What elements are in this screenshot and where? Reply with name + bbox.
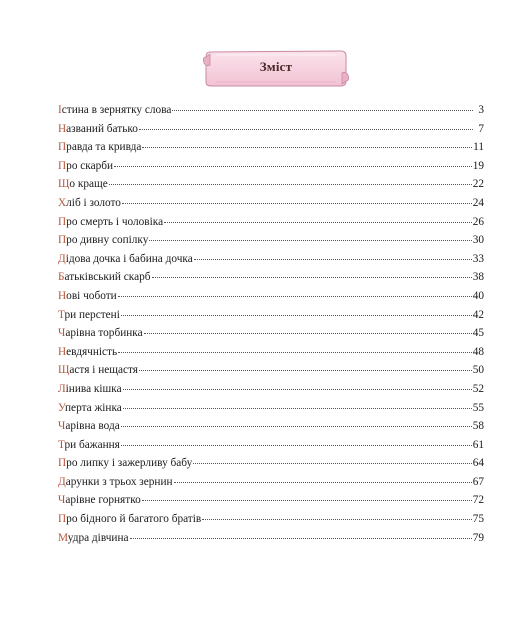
toc-entry-title [58, 343, 117, 362]
toc-page-number: 58 [472, 420, 484, 433]
toc-entry-title [58, 529, 129, 548]
toc-entry-title [58, 250, 193, 269]
toc-entry-initial: Л [58, 382, 66, 395]
toc-page-number: 64 [472, 457, 484, 470]
toc-entry[interactable] [58, 287, 484, 306]
toc-entry-title [58, 324, 143, 343]
toc-entry-title [58, 175, 108, 194]
toc-page-number: 61 [472, 438, 484, 451]
toc-page-number: 67 [472, 475, 484, 488]
toc-page-number: 45 [472, 327, 484, 340]
toc-entry[interactable] [58, 268, 484, 287]
toc-entry-initial: Т [58, 308, 65, 321]
toc-entry-text: інива кішка [65, 382, 122, 395]
toc-entry[interactable] [58, 436, 484, 455]
toc-page-number: 55 [472, 401, 484, 414]
dot-leader [194, 259, 472, 260]
dot-leader [121, 426, 472, 427]
toc-entry-title [58, 510, 201, 529]
toc-entry-initial: П [58, 513, 67, 526]
toc-entry-title [58, 473, 173, 492]
toc-entry-initial: Б [58, 271, 65, 284]
toc-entry[interactable] [58, 491, 484, 510]
dot-leader [118, 296, 472, 297]
toc-entry-text: ідова дочка і бабина дочка [65, 252, 193, 265]
table-of-contents [58, 101, 484, 547]
dot-leader [164, 222, 472, 223]
toc-entry-text: евдячність [66, 345, 118, 358]
dot-leader [144, 333, 472, 334]
toc-entry-initial: Д [58, 475, 66, 488]
toc-entry-title [58, 287, 117, 306]
dot-leader [118, 352, 472, 353]
toc-entry[interactable] [58, 138, 484, 157]
toc-entry-initial: Х [58, 196, 67, 209]
toc-entry[interactable] [58, 510, 484, 529]
toc-entry-title [58, 380, 122, 399]
toc-entry[interactable] [58, 213, 484, 232]
toc-entry-text: астя і нещастя [69, 364, 138, 377]
toc-page-number: 52 [472, 382, 484, 395]
toc-page-number: 26 [472, 215, 484, 228]
toc-entry[interactable] [58, 157, 484, 176]
toc-entry-initial: П [58, 234, 67, 247]
toc-entry-title [58, 399, 122, 418]
toc-page-number: 79 [472, 531, 484, 544]
toc-page-number: 50 [472, 364, 484, 377]
toc-entry-initial: П [58, 457, 67, 470]
toc-entry-text: удра дівчина [67, 531, 129, 544]
dot-leader [202, 519, 471, 520]
toc-entry[interactable] [58, 101, 484, 120]
toc-entry-initial: М [58, 531, 68, 544]
toc-entry-initial: У [58, 401, 66, 414]
dot-leader [121, 315, 472, 316]
dot-leader [130, 538, 472, 539]
dot-leader [174, 482, 472, 483]
toc-entry-text: ро дивну сопілку [66, 234, 149, 247]
toc-page-number: 3 [478, 104, 484, 116]
dot-leader [172, 110, 473, 111]
toc-entry-initial: Н [58, 122, 67, 135]
toc-entry-title [58, 436, 120, 455]
toc-entry-text: перта жінка [65, 401, 122, 414]
toc-entry-title [58, 194, 121, 213]
toc-entry-text: ри бажання [64, 438, 120, 451]
toc-entry-title [58, 120, 138, 139]
toc-entry-initial: Т [58, 438, 65, 451]
toc-entry-text: арівне горнятко [65, 494, 141, 507]
toc-entry[interactable] [58, 324, 484, 343]
toc-entry-initial: Н [58, 289, 67, 302]
toc-page-number: 30 [472, 234, 484, 247]
dot-leader [114, 166, 472, 167]
toc-entry-text: равда та кривда [66, 141, 142, 154]
toc-page-number: 19 [472, 159, 484, 172]
toc-entry-title [58, 101, 171, 120]
toc-page-number: 40 [472, 289, 484, 302]
toc-entry[interactable] [58, 473, 484, 492]
toc-entry[interactable] [58, 250, 484, 269]
toc-page-number: 22 [472, 178, 484, 191]
toc-entry-title [58, 306, 120, 325]
toc-entry-initial: Н [58, 345, 67, 358]
dot-leader [139, 370, 472, 371]
toc-page-number: 42 [472, 308, 484, 321]
toc-entry[interactable] [58, 194, 484, 213]
dot-leader [109, 184, 472, 185]
toc-entry[interactable] [58, 417, 484, 436]
toc-entry[interactable] [58, 343, 484, 362]
toc-entry-initial: Ч [58, 420, 66, 433]
toc-entry-text: арівна торбинка [65, 327, 143, 340]
toc-entry[interactable] [58, 306, 484, 325]
toc-entry[interactable] [58, 175, 484, 194]
toc-entry[interactable] [58, 380, 484, 399]
dot-leader [139, 129, 473, 130]
dot-leader [123, 389, 472, 390]
toc-entry-text: азваний батько [66, 122, 138, 135]
dot-leader [152, 277, 472, 278]
toc-entry[interactable] [58, 120, 484, 139]
toc-entry-initial: І [58, 104, 62, 116]
toc-entry-text: ліб і золото [66, 196, 121, 209]
toc-entry-title [58, 268, 151, 287]
toc-entry-text: ро смерть і чоловіка [66, 215, 164, 228]
dot-leader [142, 500, 472, 501]
toc-entry[interactable] [58, 399, 484, 418]
toc-entry-title [58, 138, 141, 157]
toc-page-number: 11 [473, 141, 484, 154]
toc-entry[interactable] [58, 454, 484, 473]
dot-leader [193, 463, 471, 464]
toc-entry-title [58, 157, 113, 176]
toc-entry-text: ри перстені [64, 308, 120, 321]
toc-entry-text: арунки з трьох зернин [65, 475, 173, 488]
toc-entry-initial: Д [58, 252, 66, 265]
toc-entry[interactable] [58, 231, 484, 250]
toc-entry[interactable] [58, 529, 484, 548]
toc-page-number: 7 [478, 122, 484, 135]
toc-entry-title [58, 454, 192, 473]
toc-entry-title [58, 491, 141, 510]
toc-page-number: 24 [472, 196, 484, 209]
toc-entry-initial: П [58, 215, 67, 228]
title-banner [202, 46, 350, 90]
toc-entry-text: ро бідного й багатого братів [66, 513, 202, 526]
dot-leader [123, 408, 472, 409]
toc-entry-initial: П [58, 159, 67, 172]
toc-entry-initial: Щ [58, 364, 70, 377]
toc-entry-text: о краще [69, 178, 108, 191]
toc-entry-text: ро скарби [66, 159, 114, 172]
toc-page-number: 38 [472, 271, 484, 284]
toc-entry-title [58, 231, 148, 250]
toc-entry-text: атьківський скарб [64, 271, 151, 284]
toc-entry-title [58, 417, 120, 436]
toc-page-number: 72 [472, 494, 484, 507]
toc-entry-title [58, 361, 138, 380]
toc-page-number: 48 [472, 345, 484, 358]
toc-entry-initial: Щ [58, 178, 70, 191]
dot-leader [142, 147, 472, 148]
toc-entry-initial: П [58, 141, 67, 154]
toc-page-number: 75 [472, 513, 484, 526]
page-title: Зміст [259, 59, 293, 74]
toc-entry-title [58, 213, 163, 232]
toc-page-number: 33 [472, 252, 484, 265]
toc-entry[interactable] [58, 361, 484, 380]
dot-leader [149, 240, 471, 241]
toc-entry-text: ові чоботи [66, 289, 117, 302]
toc-entry-initial: Ч [58, 327, 66, 340]
dot-leader [122, 203, 472, 204]
toc-entry-text: стина в зернятку слова [61, 104, 172, 116]
toc-entry-text: ро липку і зажерливу бабу [66, 457, 193, 470]
toc-entry-initial: Ч [58, 494, 66, 507]
dot-leader [121, 445, 472, 446]
toc-entry-text: арівна вода [65, 420, 120, 433]
